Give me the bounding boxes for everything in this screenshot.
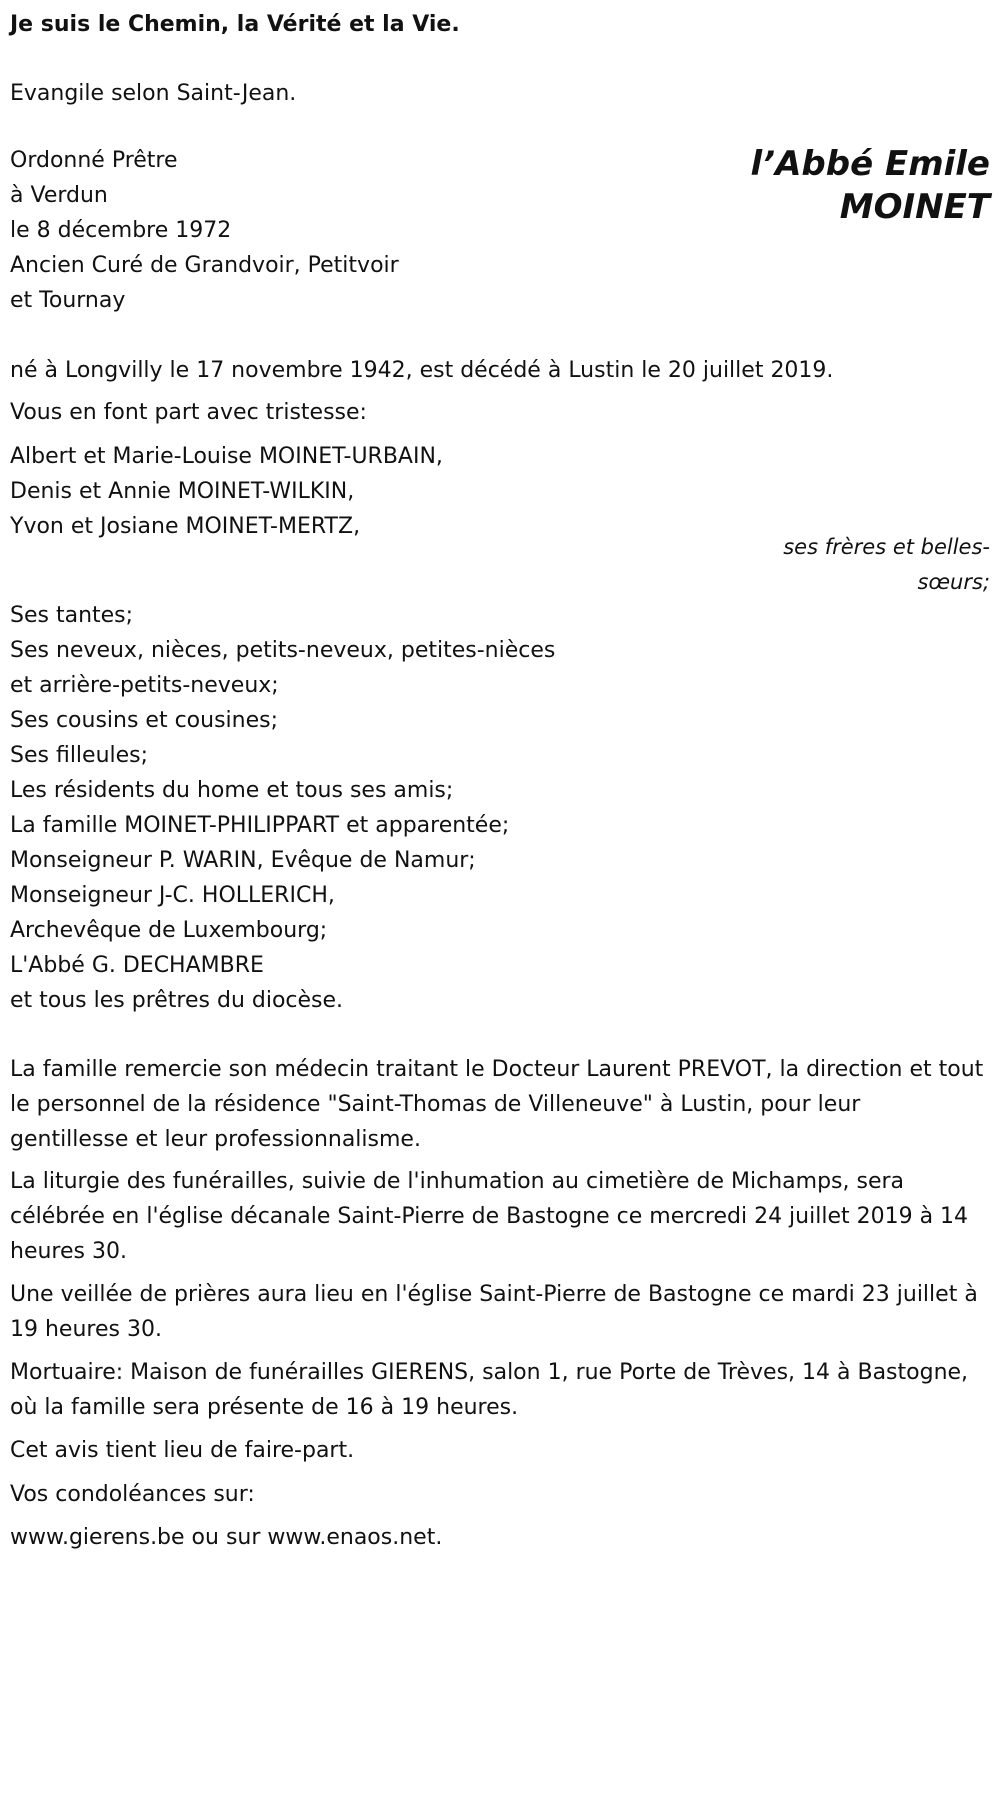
relative-line: et tous les prêtres du diocèse. xyxy=(10,988,344,1013)
ordination-line: à Verdun xyxy=(10,183,108,208)
relative-line: La famille MOINET-PHILIPPART et apparentée; xyxy=(10,813,510,838)
funeral-paragraph: La liturgie des funérailles, suivie de l'inhumation au cimetière de Michamps, sera célébrée en l'église décanale Saint-Pierre de Bastogne ce mercredi 24 juillet 2019 à 14 heures 30. xyxy=(10,1169,969,1264)
relative-line: Monseigneur P. WARIN, Evêque de Namur; xyxy=(10,848,476,873)
sibling-line: Denis et Annie MOINET-WILKIN, xyxy=(10,479,355,504)
ordination-line: Ancien Curé de Grandvoir, Petitvoir xyxy=(10,253,399,278)
relative-line: Ses neveux, nièces, petits-neveux, petites-nièces xyxy=(10,638,556,663)
quote-source: Evangile selon Saint-Jean. xyxy=(10,81,297,106)
condolences-links[interactable]: www.gierens.be ou sur www.enaos.net. xyxy=(10,1525,443,1550)
siblings-relation-line2: sœurs; xyxy=(917,570,990,594)
siblings-list xyxy=(10,439,443,544)
announcement-intro: Vous en font part avec tristesse: xyxy=(10,400,367,425)
relatives-list xyxy=(10,598,555,1018)
deceased-name xyxy=(751,143,990,229)
deceased-name-line2: MOINET xyxy=(839,187,990,227)
ordination-block xyxy=(10,143,399,318)
condolences-intro: Vos condoléances sur: xyxy=(10,1482,255,1507)
ordination-line: et Tournay xyxy=(10,288,126,313)
relative-line: Ses filleules; xyxy=(10,743,149,768)
relative-line: et arrière-petits-neveux; xyxy=(10,673,279,698)
bible-quote: Je suis le Chemin, la Vérité et la Vie. xyxy=(10,12,460,37)
thanks-paragraph: La famille remercie son médecin traitant le Docteur Laurent PREVOT, la direction et tout le personnel de la résidence "Saint-Thomas de Villeneuve" à Lustin, pour leur gentillesse et leur professionnalisme. xyxy=(10,1057,984,1152)
relative-line: Archevêque de Luxembourg; xyxy=(10,918,328,943)
vigil-paragraph: Une veillée de prières aura lieu en l'église Saint-Pierre de Bastogne ce mardi 23 juillet à 19 heures 30. xyxy=(10,1282,978,1342)
relative-line: Ses tantes; xyxy=(10,603,134,628)
relative-line: Monseigneur J-C. HOLLERICH, xyxy=(10,883,335,908)
birth-death-line: né à Longvilly le 17 novembre 1942, est décédé à Lustin le 20 juillet 2019. xyxy=(10,358,834,383)
relative-line: Ses cousins et cousines; xyxy=(10,708,279,733)
siblings-relation-line1: ses frères et belles- xyxy=(783,535,990,559)
sibling-line: Albert et Marie-Louise MOINET-URBAIN, xyxy=(10,444,443,469)
relative-line: L'Abbé G. DECHAMBRE xyxy=(10,953,264,978)
ordination-line: le 8 décembre 1972 xyxy=(10,218,232,243)
mortuary-paragraph: Mortuaire: Maison de funérailles GIERENS, salon 1, rue Porte de Trèves, 14 à Bastogne, où la famille sera présente de 16 à 19 heures. xyxy=(10,1360,969,1420)
siblings-relation xyxy=(783,530,990,600)
relative-line: Les résidents du home et tous ses amis; xyxy=(10,778,454,803)
deceased-name-line1: l’Abbé Emile xyxy=(750,144,990,184)
notice-note: Cet avis tient lieu de faire-part. xyxy=(10,1438,355,1463)
sibling-line: Yvon et Josiane MOINET-MERTZ, xyxy=(10,514,361,539)
ordination-line: Ordonné Prêtre xyxy=(10,148,178,173)
